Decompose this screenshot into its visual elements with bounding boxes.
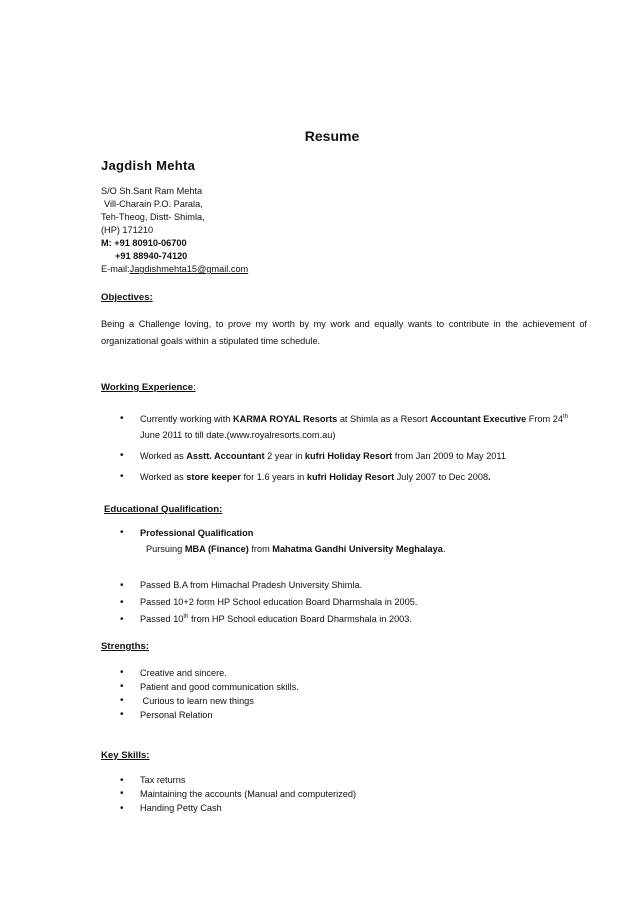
strengths-heading: Strengths: bbox=[101, 641, 149, 652]
list-item bbox=[120, 526, 590, 540]
item-text: Pursuing bbox=[146, 544, 185, 554]
objectives-text: Being a Challenge loving, to prove my worth by my work and equally wants to contribute in the achievement of organizational goals within a stipulated time schedule. bbox=[101, 319, 587, 346]
list-item bbox=[120, 801, 590, 816]
education-heading: Educational Qualification: bbox=[104, 504, 223, 515]
email-row bbox=[101, 263, 248, 276]
address-line: S/O Sh.Sant Ram Mehta bbox=[101, 186, 203, 196]
experience-heading bbox=[101, 382, 196, 393]
company-name: kufri Holiday Resort bbox=[304, 451, 393, 461]
item-text: . bbox=[442, 544, 446, 554]
list-item bbox=[120, 611, 590, 628]
item-text: July 2007 to Dec 2008 bbox=[394, 472, 489, 482]
item-text: Passed 10 bbox=[140, 614, 184, 624]
item-text: Personal Relation bbox=[140, 710, 213, 720]
item-text: from Jan 2009 to May 2011 bbox=[392, 451, 506, 461]
address-line: Teh-Theog, Distt- Shimla, bbox=[101, 212, 205, 222]
superscript: th bbox=[562, 413, 568, 420]
job-role: Accountant Executive bbox=[430, 414, 527, 424]
professional-list bbox=[120, 526, 590, 540]
item-text: Patient and good communication skills. bbox=[140, 682, 299, 692]
university: Mahatma Gandhi University Meghalaya bbox=[272, 544, 443, 554]
item-text: from bbox=[248, 544, 273, 554]
list-item bbox=[120, 594, 590, 611]
item-text: 2 year in bbox=[264, 451, 305, 461]
list-item bbox=[120, 448, 590, 464]
mobile-number: +91 88940-74120 bbox=[115, 251, 188, 261]
superscript: th bbox=[183, 613, 189, 620]
list-item bbox=[120, 774, 590, 787]
list-item bbox=[120, 469, 590, 485]
degree: MBA (Finance) bbox=[184, 544, 249, 554]
strengths-list bbox=[120, 666, 590, 722]
item-text: Creative and sincere. bbox=[140, 668, 227, 678]
page-title: Resume bbox=[304, 128, 360, 144]
item-text: From 24 bbox=[526, 414, 563, 424]
item-text: Worked as bbox=[140, 451, 187, 461]
list-item bbox=[120, 680, 590, 694]
candidate-name: Jagdish Mehta bbox=[101, 158, 196, 173]
job-role: Asstt. Accountant bbox=[186, 451, 265, 461]
address-line: (HP) 171210 bbox=[101, 225, 154, 235]
objectives-heading: Objectives: bbox=[101, 292, 153, 303]
experience-heading-suffix: : bbox=[193, 382, 196, 393]
item-text: from HP School education Board Dharmshala in 2003. bbox=[188, 614, 412, 624]
item-text: Tax returns bbox=[140, 775, 186, 785]
skills-list bbox=[120, 774, 590, 816]
list-item bbox=[120, 666, 590, 680]
list-item bbox=[120, 411, 590, 443]
address-line: Vill-Charain P.O. Parala, bbox=[104, 199, 203, 209]
email-label: E-mail: bbox=[101, 264, 130, 274]
skills-heading: Key Skills: bbox=[101, 750, 150, 761]
list-item bbox=[120, 577, 590, 594]
item-text: Currently working with bbox=[140, 414, 233, 424]
item-text: Curious to learn new things bbox=[140, 696, 254, 706]
item-text: at Shimla as a Resort bbox=[337, 414, 431, 424]
item-text: June 2011 to till date.(www.royalresorts.com.au) bbox=[140, 430, 336, 440]
mobile-number: M: +91 80910-06700 bbox=[101, 238, 187, 248]
job-role: store keeper bbox=[186, 472, 241, 482]
list-item bbox=[120, 787, 590, 801]
company-name: kufri Holiday Resort bbox=[306, 472, 395, 482]
experience-heading-label: Working Experience bbox=[101, 382, 194, 393]
email-link[interactable]: Jagdishmehta15@gmail.com bbox=[129, 264, 249, 274]
item-text: Worked as bbox=[140, 472, 187, 482]
item-text: Professional Qualification bbox=[140, 528, 254, 538]
list-item bbox=[120, 694, 590, 708]
company-name: KARMA ROYAL Resorts bbox=[232, 414, 338, 424]
item-text: for 1.6 years in bbox=[240, 472, 307, 482]
item-text: Maintaining the accounts (Manual and computerized) bbox=[140, 789, 357, 799]
item-text: . bbox=[488, 472, 491, 482]
education-list bbox=[120, 577, 590, 628]
item-text: Handing Petty Cash bbox=[140, 803, 222, 813]
item-text: Passed 10+2 form HP School education Board Dharmshala in 2005. bbox=[140, 597, 418, 607]
item-text: Passed B.A from Himachal Pradesh University Shimla. bbox=[140, 580, 363, 590]
contact-block bbox=[101, 185, 248, 276]
list-item bbox=[120, 708, 590, 722]
experience-list bbox=[120, 411, 590, 490]
pursuing-line bbox=[146, 544, 445, 554]
